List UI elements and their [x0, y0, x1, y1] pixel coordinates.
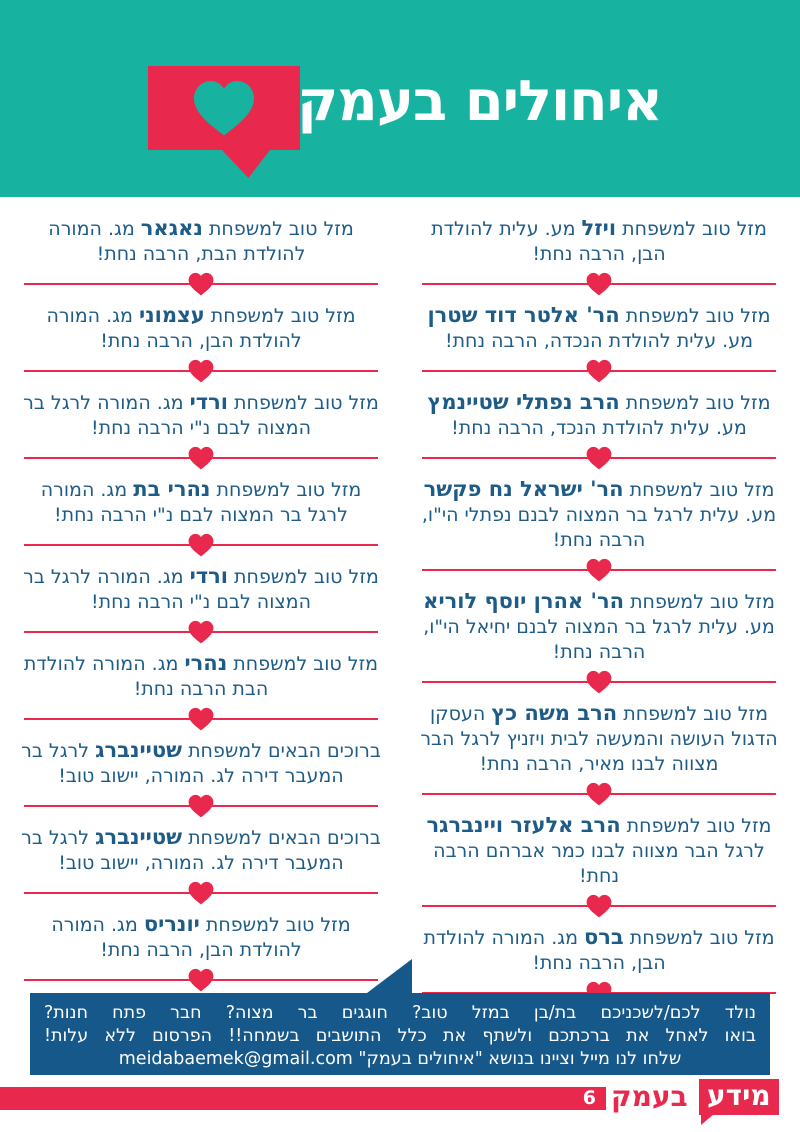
greeting-message	[16, 216, 386, 267]
speech-bubble-tail	[222, 150, 270, 178]
greeting-post: העסקן הדגול העושה והמעשה לבית ויזניץ לרגל הבר מצווה לבנו מאיר, הרבה נחת!	[420, 703, 778, 775]
greeting-message	[414, 303, 784, 354]
speech-bubble-rect	[148, 66, 300, 150]
divider	[420, 558, 778, 582]
divider	[22, 968, 380, 992]
family-name: ורדי	[189, 390, 228, 414]
brand-bubble-tail	[701, 1114, 714, 1125]
heart-icon	[188, 707, 215, 731]
greeting-message	[16, 825, 386, 876]
divider	[420, 782, 778, 806]
greeting-pre: מזל טוב למשפחת	[228, 392, 379, 414]
greeting-post: מג. המורה להולדת הבת הרבה נחת!	[23, 653, 269, 700]
greeting-pre: מזל טוב למשפחת	[619, 392, 771, 414]
family-name: שטיינברג	[95, 738, 183, 762]
heart-icon	[586, 272, 613, 296]
greeting-message	[414, 701, 784, 777]
divider	[22, 620, 380, 644]
cta-line-3-text: שלחו לנו מייל וציינו בנושא "איחולים בעמק"	[352, 1049, 682, 1069]
greeting-pre: מזל טוב למשפחת	[617, 703, 768, 725]
heart-icon	[188, 533, 215, 557]
greeting-post: מג. המורה להולדת הבן, הרבה נחת!	[423, 927, 666, 974]
brand-word-baemek: בעמק	[611, 1080, 688, 1113]
heart-icon	[586, 894, 613, 918]
greeting-message	[16, 303, 386, 354]
greeting-post: מע. עלית להולדת הנכדה, הרבה נחת!	[444, 330, 754, 352]
greeting-post: מג. המורה לרגל בר המצוה לבם נ"י הרבה נחת!	[40, 479, 348, 526]
greeting-message	[16, 477, 386, 528]
family-name: הר' אלטר דוד שטרן	[427, 303, 620, 327]
greeting-post: לרגל הבר מצווה לבנו כמר אברהם הרבה נחת!	[433, 840, 765, 887]
cta-line-1: נולד לכם/לשכניכם בת/בן במזל טוב? חוגגים בר מצוה? חבר פתח חנות?	[44, 1003, 756, 1023]
left-column	[16, 216, 386, 1012]
family-name: הרב משה כץ	[491, 701, 618, 725]
divider	[420, 446, 778, 470]
divider	[22, 359, 380, 383]
greeting-post: מג. המורה להולדת הבת, הרבה נחת!	[48, 218, 306, 265]
cta-line-3	[44, 1048, 756, 1071]
greeting-pre: מזל טוב למשפחת	[620, 815, 772, 837]
greeting-pre: ברוכים הבאים למשפחת	[182, 740, 381, 762]
greeting-message	[414, 216, 784, 267]
greeting-post: מג. המורה להולדת הבן, הרבה נחת!	[46, 305, 302, 352]
greeting-pre: מזל טוב למשפחת	[204, 305, 356, 327]
family-name: ברס	[584, 925, 624, 949]
greeting-pre: מזל טוב למשפחת	[619, 305, 771, 327]
greeting-message	[16, 564, 386, 615]
call-to-action-bubble	[30, 993, 770, 1075]
greeting-post: מג. המורה לרגל בר המצוה לבם נ"י הרבה נחת!	[23, 566, 311, 613]
divider	[22, 794, 380, 818]
greeting-pre: מזל טוב למשפחת	[202, 218, 354, 240]
family-name: יונריס	[143, 912, 200, 936]
heart-icon	[586, 446, 613, 470]
divider	[22, 707, 380, 731]
issue-number: 6	[582, 1087, 596, 1109]
header-band	[0, 0, 800, 197]
greeting-message	[414, 477, 784, 553]
family-name: נהרי	[184, 651, 228, 675]
heart-icon	[188, 359, 215, 383]
family-name: הר' אהרן יוסף לוריא	[423, 589, 625, 613]
divider	[420, 359, 778, 383]
greeting-message	[16, 912, 386, 963]
heart-icon	[188, 446, 215, 470]
greeting-post: לרגל בר המעבר דירה לג. המורה, יישוב טוב!	[21, 827, 344, 874]
brand-word-meida-text: מידע	[707, 1079, 771, 1112]
greeting-pre: מזל טוב למשפחת	[210, 479, 362, 501]
divider	[22, 272, 380, 296]
divider	[22, 881, 380, 905]
greeting-message	[16, 738, 386, 789]
greeting-message	[414, 925, 784, 976]
heart-icon	[586, 558, 613, 582]
divider	[22, 446, 380, 470]
family-name: שטיינברג	[95, 825, 183, 849]
family-name: ויזל	[581, 216, 617, 240]
family-name: עצמוני	[138, 303, 205, 327]
divider	[420, 894, 778, 918]
cta-line-2: בואו לאחל את ברכתכם ולשתף את כלל התושבים בשמחה!! הפרסום ללא עלות!	[44, 1026, 756, 1046]
brand-word-meida	[699, 1079, 779, 1115]
right-column	[414, 216, 784, 1012]
greeting-post: לרגל בר המעבר דירה לג. המורה, יישוב טוב!	[21, 740, 344, 787]
greeting-pre: מזל טוב למשפחת	[199, 914, 351, 936]
family-name: הרב נפתלי שטיינמץ	[427, 390, 620, 414]
family-name: נהרי בת	[133, 477, 211, 501]
greeting-pre: מזל טוב למשפחת	[227, 653, 379, 675]
heart-icon	[586, 670, 613, 694]
greeting-post: מע. עלית לרגל בר המצוה לבנם יחיאל הי"ו, הרבה נחת!	[423, 616, 775, 663]
greeting-message	[414, 589, 784, 665]
divider	[420, 272, 778, 296]
heart-icon	[188, 881, 215, 905]
greeting-message	[414, 813, 784, 889]
greeting-pre: ברוכים הבאים למשפחת	[182, 827, 381, 849]
speech-bubble-logo	[148, 66, 300, 178]
heart-icon	[188, 968, 215, 992]
greeting-post: מע. עלית להולדת הבן, הרבה נחת!	[431, 218, 666, 265]
email-address: meidabaemek@gmail.com	[118, 1049, 353, 1069]
divider	[420, 670, 778, 694]
divider	[22, 533, 380, 557]
greeting-message	[16, 390, 386, 441]
brand-bar	[0, 1087, 606, 1110]
heart-icon	[192, 79, 256, 137]
family-name: ורדי	[189, 564, 228, 588]
greeting-message	[414, 390, 784, 441]
greeting-post: מג. המורה להולדת הבן, הרבה נחת!	[51, 914, 302, 961]
greeting-pre: מזל טוב למשפחת	[228, 566, 379, 588]
family-name: הרב אלעזר ויינברגר	[426, 813, 621, 837]
greeting-pre: מזל טוב למשפחת	[624, 591, 775, 613]
family-name: נאגאר	[140, 216, 203, 240]
family-name: הר' ישראל נח פקשר	[423, 477, 624, 501]
greeting-post: מע. עלית לרגל בר המצוה לבנם נפתלי הי"ו, הרבה נחת!	[421, 504, 777, 551]
greeting-message	[16, 651, 386, 702]
heart-icon	[586, 359, 613, 383]
heart-icon	[188, 272, 215, 296]
greeting-post: מג. המורה לרגל בר המצוה לבם נ"י הרבה נחת!	[23, 392, 311, 439]
greeting-pre: מזל טוב למשפחת	[623, 479, 775, 501]
heart-icon	[188, 620, 215, 644]
greeting-pre: מזל טוב למשפחת	[623, 927, 775, 949]
heart-icon	[188, 794, 215, 818]
greetings-columns	[0, 204, 800, 1012]
heart-icon	[586, 782, 613, 806]
greeting-pre: מזל טוב למשפחת	[616, 218, 767, 240]
greeting-post: מע. עלית להולדת הנכד, הרבה נחת!	[451, 417, 747, 439]
page-title: איחולים בעמק	[296, 69, 662, 134]
